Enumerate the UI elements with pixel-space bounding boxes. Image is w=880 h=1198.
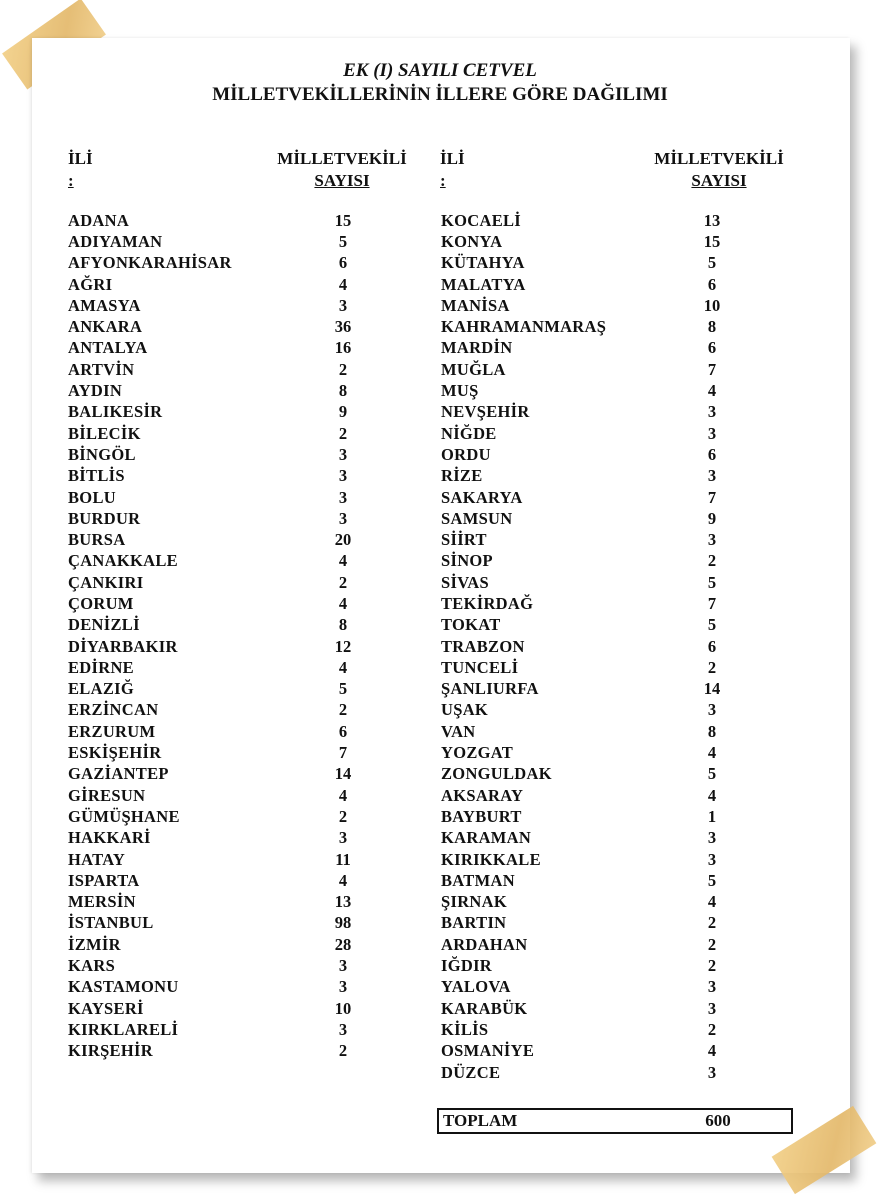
document-title: EK (I) SAYILI CETVEL: [343, 60, 537, 81]
province-name: NİĞDE: [441, 423, 497, 443]
deputy-count: 4: [338, 785, 348, 805]
province-name: İSTANBUL: [68, 913, 154, 933]
province-name: MALATYA: [441, 274, 526, 294]
deputy-count: 9: [338, 402, 348, 422]
total-label: TOPLAM: [443, 1111, 518, 1130]
province-row: [68, 998, 378, 1019]
deputy-count: 4: [707, 785, 717, 805]
left-header-count-label-2: SAYISI: [314, 171, 370, 190]
deputy-count: 7: [707, 593, 717, 613]
deputy-count: 4: [707, 892, 717, 912]
province-name: KIRIKKALE: [441, 849, 541, 869]
province-name: NEVŞEHİR: [441, 402, 530, 422]
province-name: KOCAELİ: [441, 210, 522, 230]
province-row: [441, 423, 747, 444]
deputy-count: 2: [707, 913, 717, 933]
province-row: [68, 892, 378, 913]
province-row: [68, 380, 378, 401]
province-name: BALIKESİR: [68, 402, 163, 422]
province-row: [68, 210, 378, 231]
province-name: TUNCELİ: [441, 657, 519, 677]
province-row: [441, 593, 747, 614]
province-row: [441, 955, 747, 976]
deputy-count: 36: [334, 317, 352, 337]
province-name: MERSİN: [68, 892, 136, 912]
deputy-count: 4: [338, 593, 348, 613]
deputy-count: 7: [707, 487, 717, 507]
province-row: [68, 529, 378, 550]
province-row: [441, 615, 747, 636]
deputy-count: 3: [707, 977, 717, 997]
province-row: [441, 700, 747, 721]
province-row: [68, 806, 378, 827]
deputy-count: 4: [707, 743, 717, 763]
deputy-count: 6: [707, 636, 717, 656]
province-name: BURSA: [68, 530, 126, 550]
deputy-count: 3: [338, 977, 348, 997]
province-name: MANİSA: [441, 295, 510, 315]
deputy-count: 6: [707, 274, 717, 294]
deputy-count: 3: [338, 444, 348, 464]
deputy-count: 13: [703, 210, 721, 230]
deputy-count: 4: [707, 381, 717, 401]
province-name: ADIYAMAN: [68, 231, 163, 251]
province-row: [441, 231, 747, 252]
deputy-count: 3: [707, 998, 717, 1018]
document-subtitle: MİLLETVEKİLLERİNİN İLLERE GÖRE DAĞILIMI: [212, 84, 668, 105]
province-row: [441, 253, 747, 274]
deputy-count: 3: [338, 1019, 348, 1039]
province-name: KIRŞEHİR: [68, 1041, 153, 1061]
province-row: [441, 210, 747, 231]
deputy-count: 3: [707, 466, 717, 486]
deputy-count: 5: [338, 679, 348, 699]
province-row: [68, 679, 378, 700]
province-name: MARDİN: [441, 338, 513, 358]
province-name: YALOVA: [441, 977, 511, 997]
province-name: HAKKARİ: [68, 828, 151, 848]
province-name: ÇANKIRI: [68, 572, 144, 592]
deputy-count: 1: [707, 806, 717, 826]
province-name: AMASYA: [68, 295, 141, 315]
left-province-list: [68, 210, 378, 1062]
province-name: AFYONKARAHİSAR: [68, 253, 232, 273]
province-row: [441, 806, 747, 827]
province-name: KAYSERİ: [68, 998, 144, 1018]
province-name: GAZİANTEP: [68, 764, 169, 784]
province-row: [441, 1041, 747, 1062]
right-header-il: [440, 148, 465, 192]
province-name: ELAZIĞ: [68, 679, 134, 699]
deputy-count: 8: [707, 721, 717, 741]
province-name: SİNOP: [441, 551, 493, 571]
province-name: TRABZON: [441, 636, 525, 656]
province-row: [68, 657, 378, 678]
province-name: IĞDIR: [441, 956, 493, 976]
province-row: [68, 913, 378, 934]
province-name: KONYA: [441, 231, 503, 251]
province-name: MUŞ: [441, 381, 479, 401]
province-name: DİYARBAKIR: [68, 636, 178, 656]
province-row: [441, 657, 747, 678]
province-row: [441, 444, 747, 465]
deputy-count: 12: [334, 636, 352, 656]
province-row: [68, 849, 378, 870]
province-row: [441, 316, 747, 337]
province-name: BOLU: [68, 487, 116, 507]
province-row: [441, 466, 747, 487]
province-row: [68, 742, 378, 763]
deputy-count: 2: [707, 956, 717, 976]
deputy-count: 4: [338, 657, 348, 677]
province-row: [441, 764, 747, 785]
province-name: İZMİR: [68, 934, 121, 954]
province-name: HATAY: [68, 849, 126, 869]
province-row: [441, 721, 747, 742]
deputy-count: 4: [338, 551, 348, 571]
deputy-count: 6: [707, 338, 717, 358]
deputy-count: 2: [707, 551, 717, 571]
deputy-count: 15: [703, 231, 721, 251]
province-row: [441, 295, 747, 316]
deputy-count: 3: [338, 828, 348, 848]
deputy-count: 2: [707, 934, 717, 954]
province-name: ESKİŞEHİR: [68, 743, 162, 763]
deputy-count: 2: [338, 423, 348, 443]
province-row: [68, 359, 378, 380]
province-row: [68, 487, 378, 508]
deputy-count: 11: [335, 849, 351, 869]
deputy-count: 3: [338, 466, 348, 486]
province-row: [441, 572, 747, 593]
province-row: [68, 636, 378, 657]
deputy-count: 10: [334, 998, 352, 1018]
deputy-count: 13: [334, 892, 352, 912]
left-header-il: [68, 148, 93, 192]
province-row: [441, 934, 747, 955]
province-row: [441, 338, 747, 359]
province-name: OSMANİYE: [441, 1041, 535, 1061]
province-name: BARTIN: [441, 913, 507, 933]
deputy-count: 3: [707, 402, 717, 422]
province-row: [68, 551, 378, 572]
province-name: ZONGULDAK: [441, 764, 552, 784]
province-row: [441, 892, 747, 913]
province-row: [68, 764, 378, 785]
province-row: [68, 316, 378, 337]
province-name: ÇORUM: [68, 593, 134, 613]
deputy-count: 6: [707, 444, 717, 464]
province-row: [68, 870, 378, 891]
province-row: [68, 785, 378, 806]
province-row: [441, 870, 747, 891]
province-row: [441, 508, 747, 529]
right-header-count-label-2: SAYISI: [691, 171, 747, 190]
deputy-count: 16: [334, 338, 352, 358]
province-name: ARDAHAN: [441, 934, 528, 954]
province-name: ŞANLIURFA: [441, 679, 539, 699]
province-name: ARTVİN: [68, 359, 135, 379]
deputy-count: 3: [338, 508, 348, 528]
province-row: [441, 274, 747, 295]
deputy-count: 8: [338, 381, 348, 401]
province-row: [68, 231, 378, 252]
province-name: KARABÜK: [441, 998, 528, 1018]
province-row: [68, 700, 378, 721]
deputy-count: 3: [707, 828, 717, 848]
province-row: [441, 529, 747, 550]
province-name: KIRKLARELİ: [68, 1019, 179, 1039]
province-row: [441, 849, 747, 870]
right-header-count: [639, 148, 799, 192]
deputy-count: 20: [334, 530, 352, 550]
province-name: DENİZLİ: [68, 615, 140, 635]
right-header-count-label-1: MİLLETVEKİLİ: [654, 149, 784, 168]
province-row: [441, 828, 747, 849]
province-row: [68, 828, 378, 849]
total-value: 600: [705, 1111, 731, 1130]
province-row: [441, 551, 747, 572]
province-row: [68, 572, 378, 593]
province-name: AYDIN: [68, 381, 123, 401]
province-name: KAHRAMANMARAŞ: [441, 317, 607, 337]
province-name: GİRESUN: [68, 785, 146, 805]
province-name: BATMAN: [441, 870, 515, 890]
province-row: [68, 593, 378, 614]
province-name: EDİRNE: [68, 657, 134, 677]
province-row: [441, 487, 747, 508]
province-name: SİVAS: [441, 572, 489, 592]
province-row: [68, 1019, 378, 1040]
left-header-count-label-1: MİLLETVEKİLİ: [277, 149, 407, 168]
province-row: [68, 955, 378, 976]
province-name: AKSARAY: [441, 785, 524, 805]
deputy-count: 15: [334, 210, 352, 230]
deputy-count: 3: [707, 849, 717, 869]
province-row: [441, 380, 747, 401]
province-row: [441, 913, 747, 934]
province-name: UŞAK: [441, 700, 489, 720]
province-name: SAKARYA: [441, 487, 523, 507]
deputy-count: 2: [338, 572, 348, 592]
right-province-list: [441, 210, 747, 1083]
deputy-count: 14: [334, 764, 352, 784]
province-name: KARAMAN: [441, 828, 532, 848]
right-header-il-label: İLİ: [440, 149, 465, 168]
province-name: BİLECİK: [68, 423, 141, 443]
deputy-count: 2: [338, 1041, 348, 1061]
deputy-count: 6: [338, 253, 348, 273]
province-row: [68, 721, 378, 742]
deputy-count: 28: [334, 934, 352, 954]
deputy-count: 4: [338, 274, 348, 294]
deputy-count: 4: [707, 1041, 717, 1061]
province-name: GÜMÜŞHANE: [68, 806, 180, 826]
province-row: [68, 402, 378, 423]
province-name: SAMSUN: [441, 508, 513, 528]
deputy-count: 7: [338, 743, 348, 763]
total-box: [437, 1108, 793, 1134]
deputy-count: 2: [338, 806, 348, 826]
deputy-count: 6: [338, 721, 348, 741]
province-name: KASTAMONU: [68, 977, 179, 997]
province-name: VAN: [441, 721, 476, 741]
province-name: ORDU: [441, 444, 491, 464]
province-row: [441, 742, 747, 763]
deputy-count: 2: [338, 700, 348, 720]
province-name: ŞIRNAK: [441, 892, 507, 912]
province-row: [68, 977, 378, 998]
province-row: [68, 338, 378, 359]
province-name: ADANA: [68, 210, 130, 230]
province-name: BAYBURT: [441, 806, 522, 826]
province-row: [68, 444, 378, 465]
province-name: ANKARA: [68, 317, 143, 337]
deputy-count: 3: [338, 956, 348, 976]
deputy-count: 5: [707, 764, 717, 784]
deputy-count: 9: [707, 508, 717, 528]
province-row: [68, 295, 378, 316]
deputy-count: 14: [703, 679, 721, 699]
province-name: ANTALYA: [68, 338, 148, 358]
deputy-count: 5: [338, 231, 348, 251]
province-row: [68, 1041, 378, 1062]
province-row: [441, 977, 747, 998]
province-row: [441, 998, 747, 1019]
province-row: [441, 785, 747, 806]
province-name: YOZGAT: [441, 743, 514, 763]
deputy-count: 3: [338, 487, 348, 507]
province-row: [441, 359, 747, 380]
deputy-count: 5: [707, 572, 717, 592]
province-name: TEKİRDAĞ: [441, 593, 534, 613]
deputy-count: 2: [338, 359, 348, 379]
left-header-il-colon: :: [68, 171, 74, 190]
province-row: [68, 466, 378, 487]
province-row: [441, 679, 747, 700]
province-name: BURDUR: [68, 508, 141, 528]
deputy-count: 3: [707, 700, 717, 720]
deputy-count: 3: [707, 423, 717, 443]
deputy-count: 98: [334, 913, 352, 933]
province-name: SİİRT: [441, 530, 487, 550]
deputy-count: 3: [707, 530, 717, 550]
province-row: [441, 1019, 747, 1040]
right-header-il-colon: :: [440, 171, 446, 190]
province-row: [68, 423, 378, 444]
deputy-count: 8: [707, 317, 717, 337]
province-row: [441, 1062, 747, 1083]
province-name: ERZURUM: [68, 721, 156, 741]
deputy-count: 5: [707, 615, 717, 635]
deputy-count: 3: [338, 295, 348, 315]
province-name: ISPARTA: [68, 870, 140, 890]
deputy-count: 4: [338, 870, 348, 890]
deputy-count: 2: [707, 657, 717, 677]
province-row: [441, 402, 747, 423]
province-row: [68, 274, 378, 295]
province-name: TOKAT: [441, 615, 501, 635]
province-row: [68, 615, 378, 636]
province-name: BİTLİS: [68, 466, 125, 486]
province-row: [68, 253, 378, 274]
province-name: AĞRI: [68, 274, 113, 294]
deputy-count: 8: [338, 615, 348, 635]
deputy-count: 2: [707, 1019, 717, 1039]
left-header-count: [262, 148, 422, 192]
province-name: KARS: [68, 956, 116, 976]
province-row: [68, 508, 378, 529]
province-name: DÜZCE: [441, 1062, 501, 1082]
province-name: KİLİS: [441, 1019, 489, 1039]
deputy-count: 3: [707, 1062, 717, 1082]
province-name: BİNGÖL: [68, 444, 136, 464]
province-name: ÇANAKKALE: [68, 551, 178, 571]
deputy-count: 5: [707, 870, 717, 890]
province-row: [68, 934, 378, 955]
left-header-il-label: İLİ: [68, 149, 93, 168]
province-name: MUĞLA: [441, 359, 506, 379]
province-name: ERZİNCAN: [68, 700, 159, 720]
deputy-count: 10: [703, 295, 721, 315]
deputy-count: 7: [707, 359, 717, 379]
province-name: RİZE: [441, 466, 483, 486]
province-name: KÜTAHYA: [441, 253, 525, 273]
province-row: [441, 636, 747, 657]
deputy-count: 5: [707, 253, 717, 273]
